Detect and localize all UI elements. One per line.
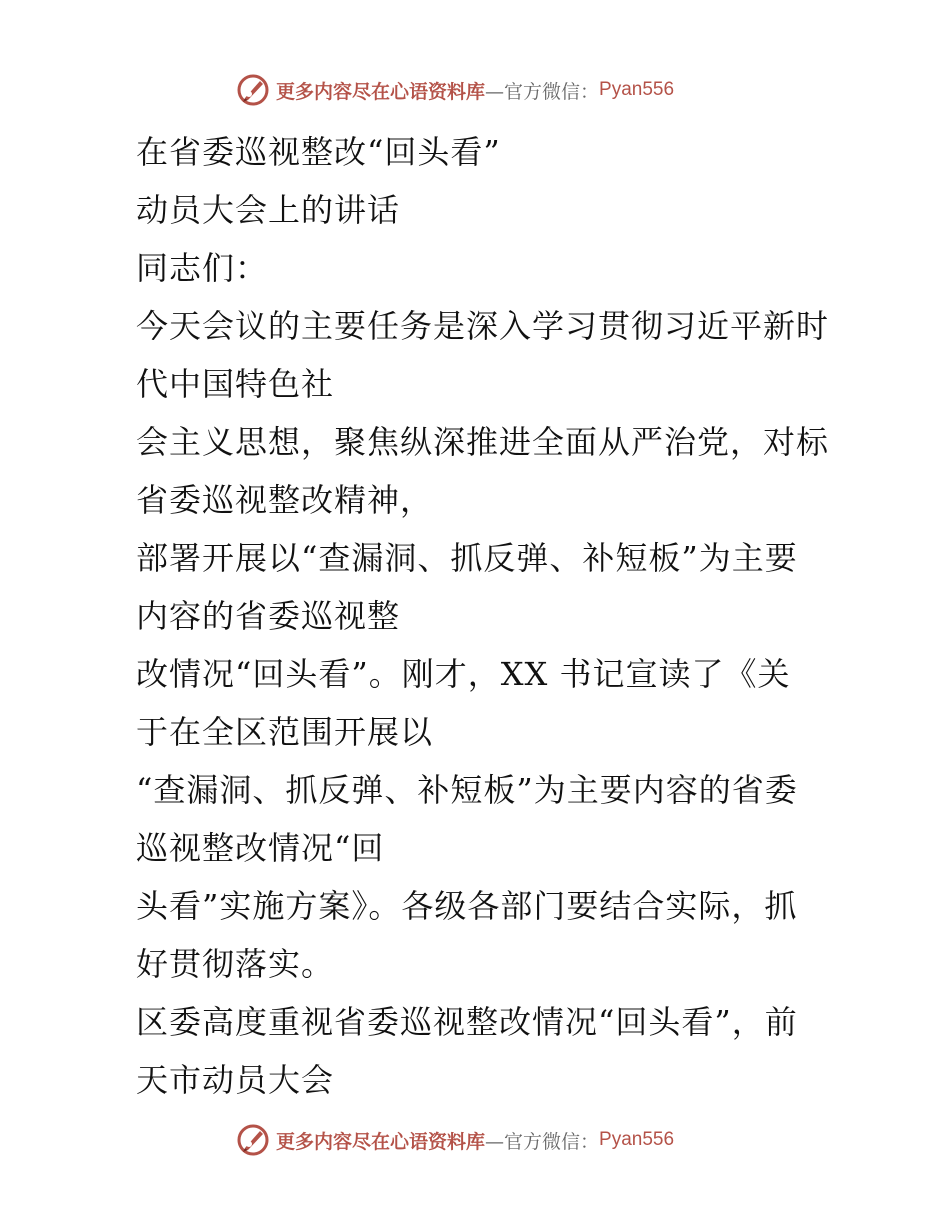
text-line: 省委巡视整改精神， <box>136 481 434 519</box>
text-line: 好贯彻落实。 <box>136 945 335 983</box>
text-line: 巡视整改情况“回 <box>136 829 385 867</box>
quill-pen-logo-icon <box>236 1123 270 1157</box>
document-title-line-1: 在省委巡视整改“回头看” <box>136 133 501 171</box>
salutation: 同志们： <box>136 249 269 287</box>
text-line: 内容的省委巡视整 <box>136 597 401 635</box>
text-line: 头看”实施方案》。各级各部门要结合实际，抓 <box>136 887 798 925</box>
text-line: 区委高度重视省委巡视整改情况“回头看”，前 <box>136 1003 798 1041</box>
quill-pen-logo-icon <box>236 73 270 107</box>
document-body <box>98 123 858 1109</box>
banner-main-text: 更多内容尽在心语资料库 <box>276 1130 486 1153</box>
text-line: 天市动员大会 <box>136 1061 335 1099</box>
text-line: 部署开展以“查漏洞、抓反弹、补短板”为主要 <box>136 539 798 577</box>
header-watermark-banner <box>236 70 674 110</box>
text-line: 改情况“回头看”。刚才，XX 书记宣读了《关 <box>136 655 791 693</box>
text-line: 会主义思想，聚焦纵深推进全面从严治党，对标 <box>136 423 830 461</box>
banner-wechat-id: Pyan556 <box>599 79 675 100</box>
document-title-line-2: 动员大会上的讲话 <box>136 191 401 229</box>
text-line: 代中国特色社 <box>136 365 335 403</box>
banner-sub-text: —官方微信： <box>485 80 600 103</box>
text-line: 于在全区范围开展以 <box>136 713 434 751</box>
banner-wechat-id: Pyan556 <box>599 1129 675 1150</box>
banner-main-text: 更多内容尽在心语资料库 <box>276 80 486 103</box>
text-line: “查漏洞、抓反弹、补短板”为主要内容的省委 <box>136 771 798 809</box>
footer-watermark-banner <box>236 1120 674 1160</box>
banner-sub-text: —官方微信： <box>485 1130 600 1153</box>
text-line: 今天会议的主要任务是深入学习贯彻习近平新时 <box>136 307 830 345</box>
